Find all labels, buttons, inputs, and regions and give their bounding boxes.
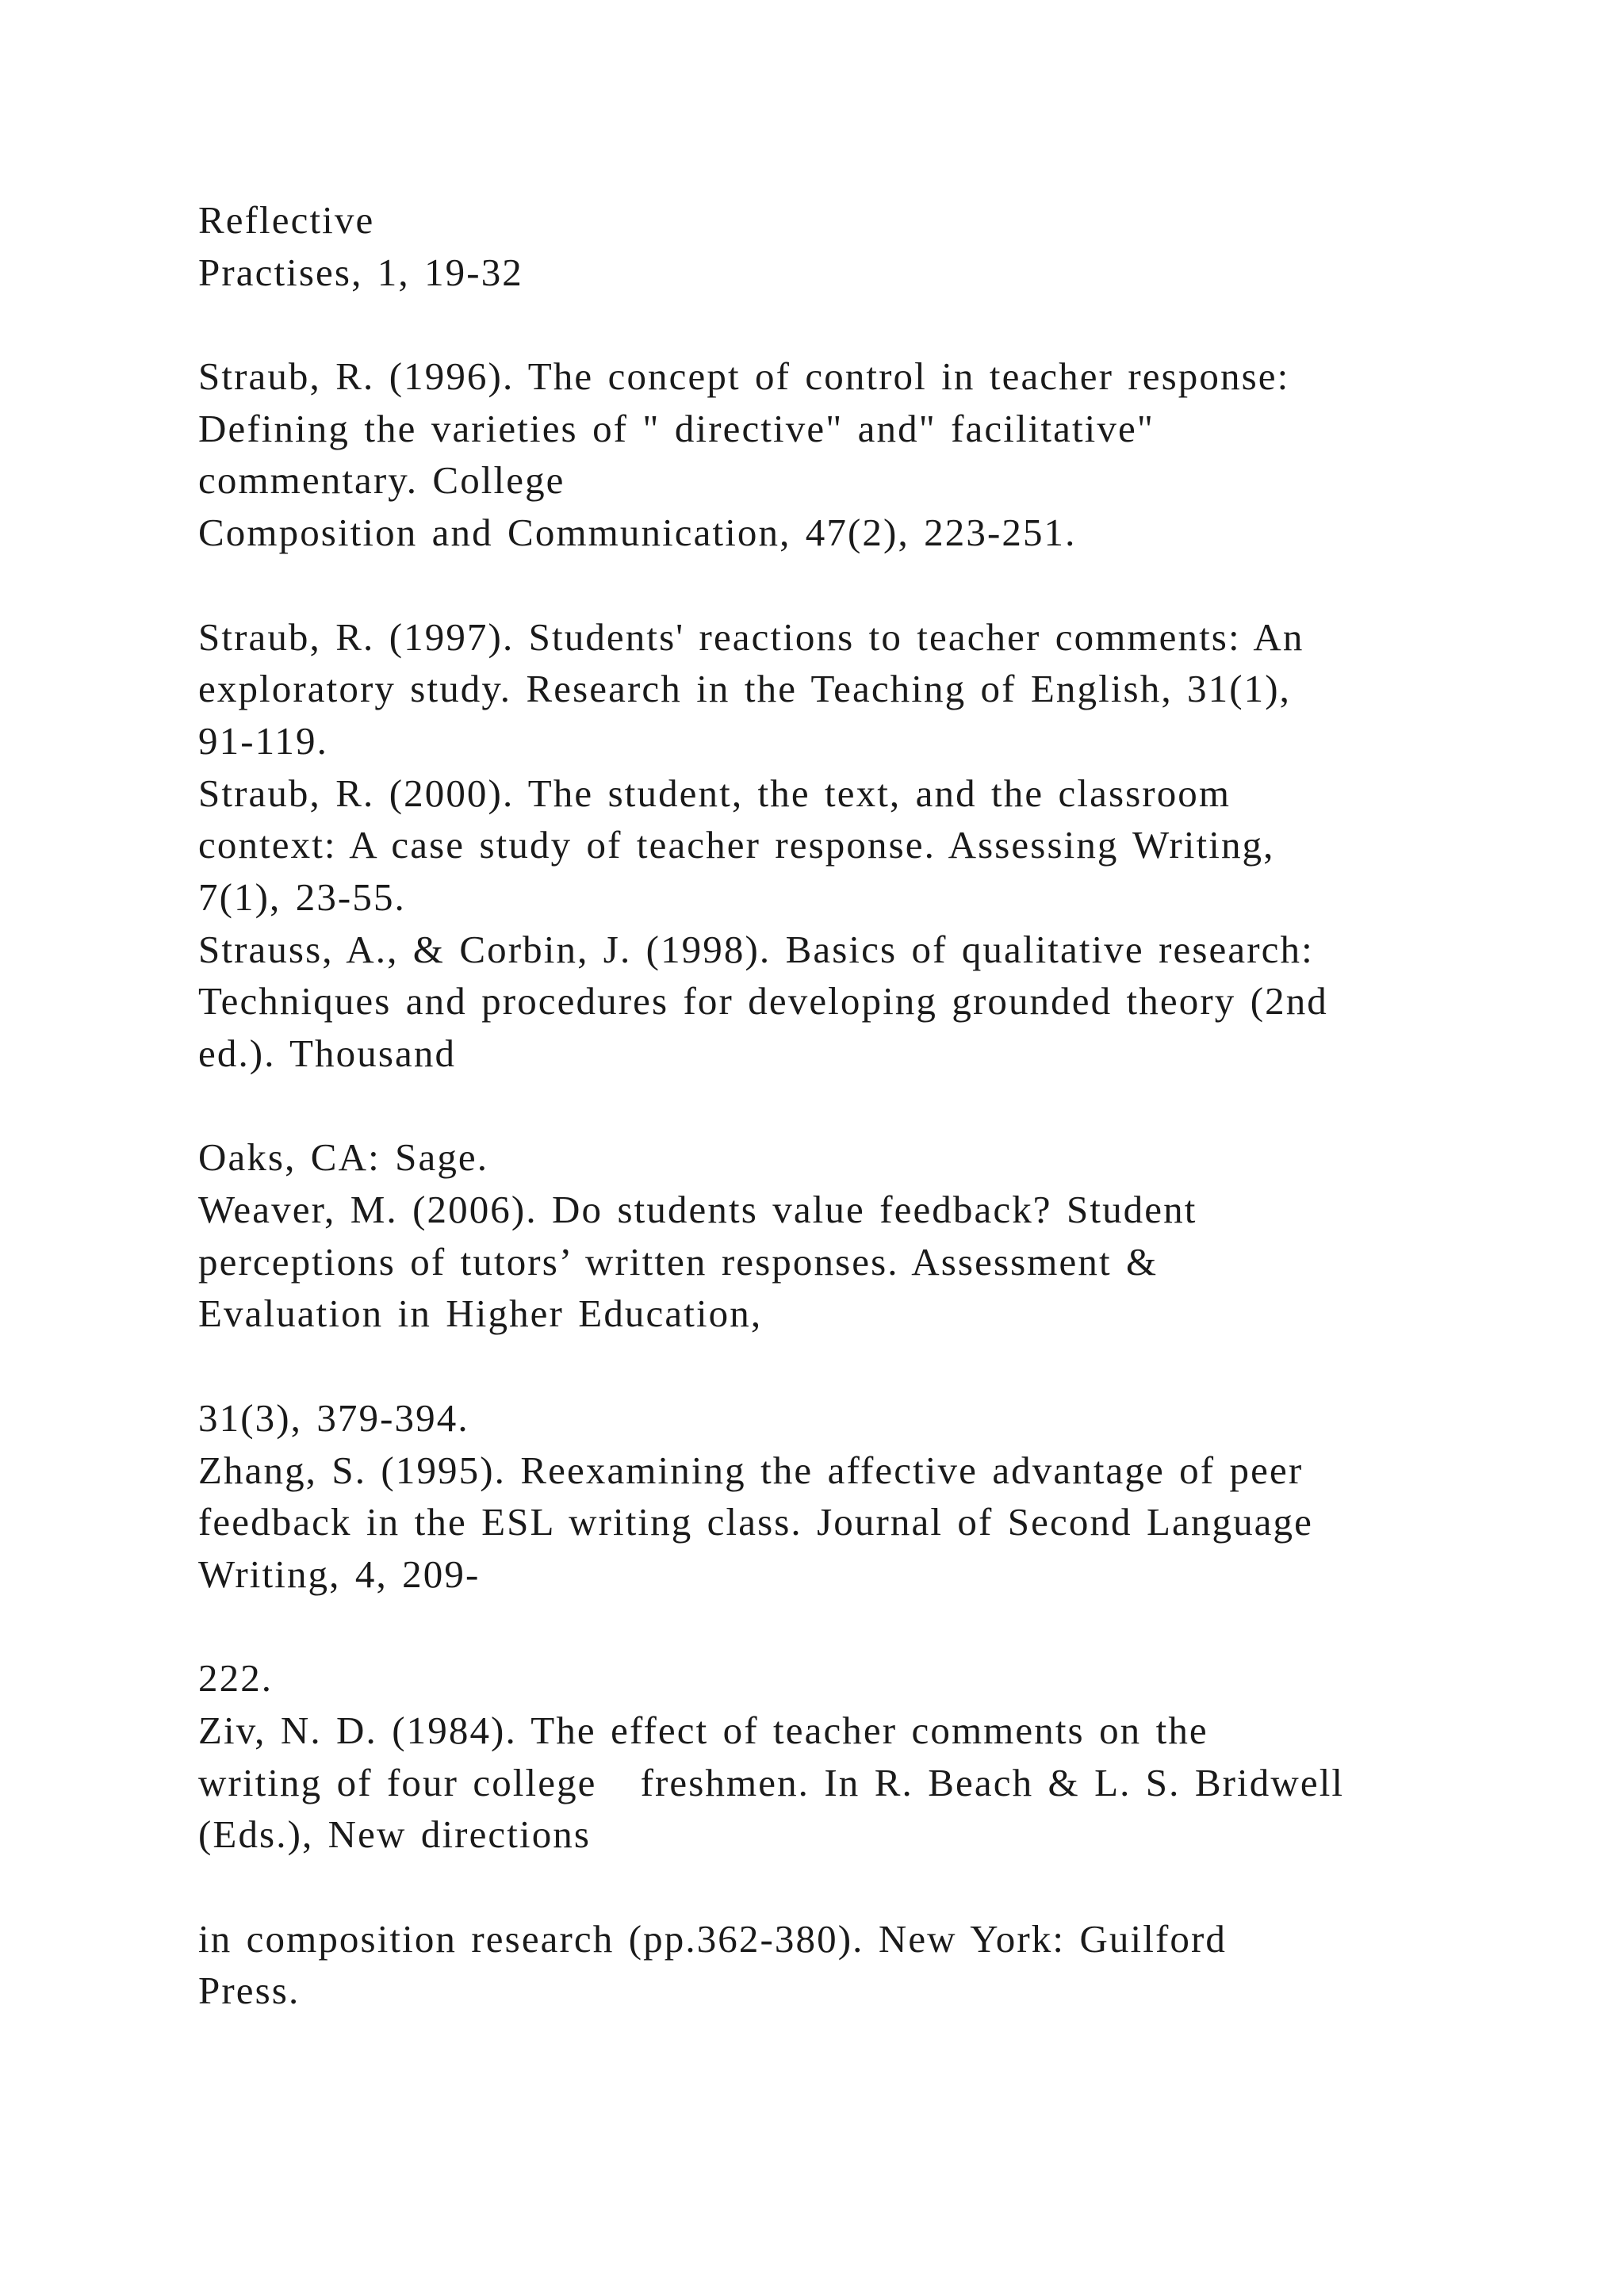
reference-zhang-1995-line-2: feedback in the ESL writing class. Journal of Second Language [198,1500,1313,1544]
reference-straub-1996-line-2: Defining the varieties of " directive" and" facilitative" [198,406,1155,450]
blank-line [198,1861,1499,1913]
reference-zhang-1995-line-3: Writing, 4, 209- [198,1552,481,1596]
reference-ziv-1984-line-5: Press. [198,1969,301,2013]
reference-weaver-2006-line-3: Evaluation in Higher Education, [198,1292,763,1336]
reference-ziv-1984-line-1: Ziv, N. D. (1984). The effect of teacher comments on the [198,1708,1208,1752]
reference-straub-1997-line-1: Straub, R. (1997). Students' reactions to teacher comments: An [198,614,1304,659]
text-line: Reflective [198,198,375,242]
reference-strauss-1998-line-1: Strauss, A., & Corbin, J. (1998). Basics of qualitative research: [198,927,1314,971]
reference-weaver-2006-line-1: Weaver, M. (2006). Do students value feedback? Student [198,1188,1197,1232]
reference-straub-1997-line-2: exploratory study. Research in the Teaching of English, 31(1), [198,667,1292,711]
reference-strauss-1998-line-2: Techniques and procedures for developing grounded theory (2nd [198,979,1328,1024]
reference-ziv-1984-line-3: (Eds.), New directions [198,1812,592,1857]
reference-straub-2000-line-3: 7(1), 23-55. [198,874,406,919]
blank-line [198,1080,1499,1132]
reference-straub-1997-line-3: 91-119. [198,718,328,763]
document-page [198,194,1499,2017]
blank-line [198,1601,1499,1653]
reference-weaver-2006-line-2: perceptions of tutors’ written responses. Assessment & [198,1239,1159,1284]
reference-ziv-1984-line-4: in composition research (pp.362-380). New York: Guilford [198,1916,1227,1961]
blank-line [198,559,1499,611]
reference-ziv-1984-line-2: writing of four college freshmen. In R. Beach & L. S. Bridwell [198,1760,1345,1804]
reference-straub-2000-line-1: Straub, R. (2000). The student, the text, and the classroom [198,771,1231,815]
text-line: Practises, 1, 19-32 [198,250,523,294]
reference-strauss-1998-line-4: Oaks, CA: Sage. [198,1135,489,1180]
reference-strauss-1998-line-3: ed.). Thousand [198,1031,457,1075]
blank-line [198,1340,1499,1392]
reference-weaver-2006-line-4: 31(3), 379-394. [198,1395,469,1440]
reference-straub-1996-line-3: commentary. College [198,458,565,503]
blank-line [198,298,1499,350]
reference-straub-2000-line-2: context: A case study of teacher response. Assessing Writing, [198,823,1275,867]
reference-zhang-1995-line-1: Zhang, S. (1995). Reexamining the affective advantage of peer [198,1448,1304,1492]
reference-zhang-1995-line-4: 222. [198,1656,274,1701]
reference-straub-1996-line-1: Straub, R. (1996). The concept of control in teacher response: [198,354,1290,399]
reference-straub-1996-line-4: Composition and Communication, 47(2), 223-251. [198,511,1077,555]
